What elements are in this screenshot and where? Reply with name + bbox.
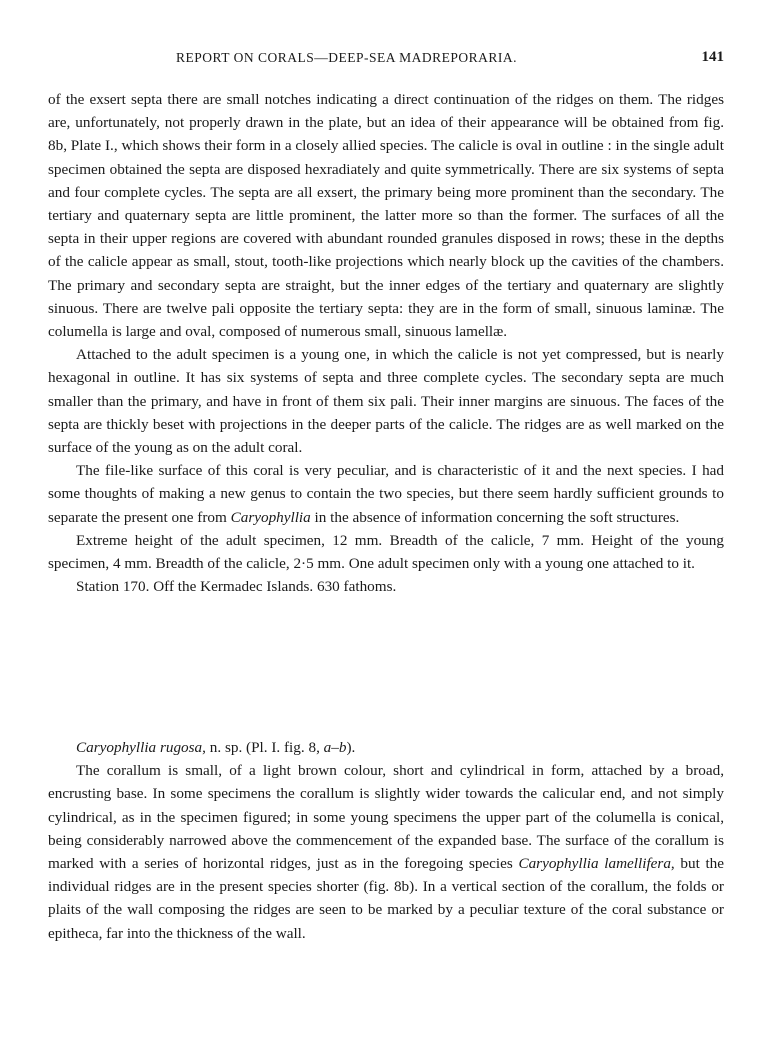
page-header xyxy=(48,50,724,70)
species-heading-text: , n. sp. (Pl. I. fig. 8, xyxy=(202,739,324,756)
species-heading xyxy=(48,736,724,759)
station-line: Station 170. Off the Kermadec Islands. 630 fathoms. xyxy=(76,578,397,596)
paragraph-corallum-description xyxy=(48,759,724,945)
species-name: Caryophyllia rugosa xyxy=(76,739,203,756)
paragraph-measurements: Extreme height of the adult specimen, 12 mm. Breadth of the calicle, 7 mm. Height of the young specimen, 4 mm. Breadth of the calicle, 2·5 mm. One adult specimen only with a young one attached to it. xyxy=(48,531,724,573)
figure-letters: a–b xyxy=(323,739,347,756)
paragraph-text: The file-like surface of this coral is very peculiar, and is characteristic of it and the next species. I had some thoughts of making a new genus to contain the two species, but there seem hardly sufficient grounds to separate the present one from xyxy=(48,462,724,526)
paragraph-continuation: of the exsert septa there are small notches indicating a direct continuation of the ridges on them. The ridges are, unfortunately, not properly drawn in the plate, but an idea of their appearance will be obtained from fig. 8b, Plate I., which shows their form in a closely allied species. The calicle is oval in outline : in the single adult specimen obtained the septa are disposed hexradiately and quite symmetrically. There are six systems of septa and four complete cycles. The septa are all exsert, the primary being more prominent than the secondary. The tertiary and quaternary septa are little prominent, the latter more so than the former. The surfaces of all the septa in their upper regions are covered with abundant rounded granules disposed in rows; these in the depths of the calicle appear as small, stout, tooth-like projections which nearly block up the cavities of the chambers. The primary and secondary septa are straight, but the inner edges of the tertiary and quaternary are slightly sinuous. There are twelve pali opposite the tertiary septa: they are in the form of small, sinuous laminæ. The columella is large and oval, composed of numerous small, sinuous lamellæ. xyxy=(48,91,724,341)
running-head: REPORT ON CORALS—DEEP-SEA MADREPORARIA. xyxy=(176,50,517,65)
paragraph-young-specimen: Attached to the adult specimen is a young one, in which the calicle is not yet compressed, but is nearly hexagonal in outline. It has six systems of septa and three complete cycles. The secondary septa are much smaller than the primary, and have in front of them six pali. Their inner margins are sinuous. The faces of the septa are thickly beset with projections in the deeper parts of the calicle. The ridges are as well marked on the surface of the young as on the adult coral. xyxy=(48,346,724,457)
paragraph-file-like-surface xyxy=(48,459,724,529)
paragraph-text: in the absence of information concerning the soft structures. xyxy=(310,508,680,526)
main-text xyxy=(48,88,724,598)
species-heading-close: ). xyxy=(346,739,356,756)
paragraph-text: , but the individual ridges are in the present species shorter (fig. 8b). In a vertical section of the corallum, the folds or plaits of the wall composing the ridges are seen to be marked by a peculiar texture of the coral substance or epitheca, far into the thickness of the wall. xyxy=(48,855,725,942)
genus-name: Caryophyllia xyxy=(230,508,311,526)
species-reference: Caryophyllia lamellifera xyxy=(518,855,671,873)
species-section xyxy=(48,736,724,945)
paragraph-text: The corallum is small, of a light brown colour, short and cylindrical in form, attached by a broad, encrusting base. In some specimens the corallum is slightly wider towards the calicular end, and not simply cylindrical, as in the specimen figured; in some young specimens the upper part of the columella is conical, being considerably narrowed above the commencement of the expanded base. The surface of the corallum is marked with a series of horizontal ridges, just as in the foregoing species xyxy=(48,762,724,873)
page-number: 141 xyxy=(701,49,724,65)
